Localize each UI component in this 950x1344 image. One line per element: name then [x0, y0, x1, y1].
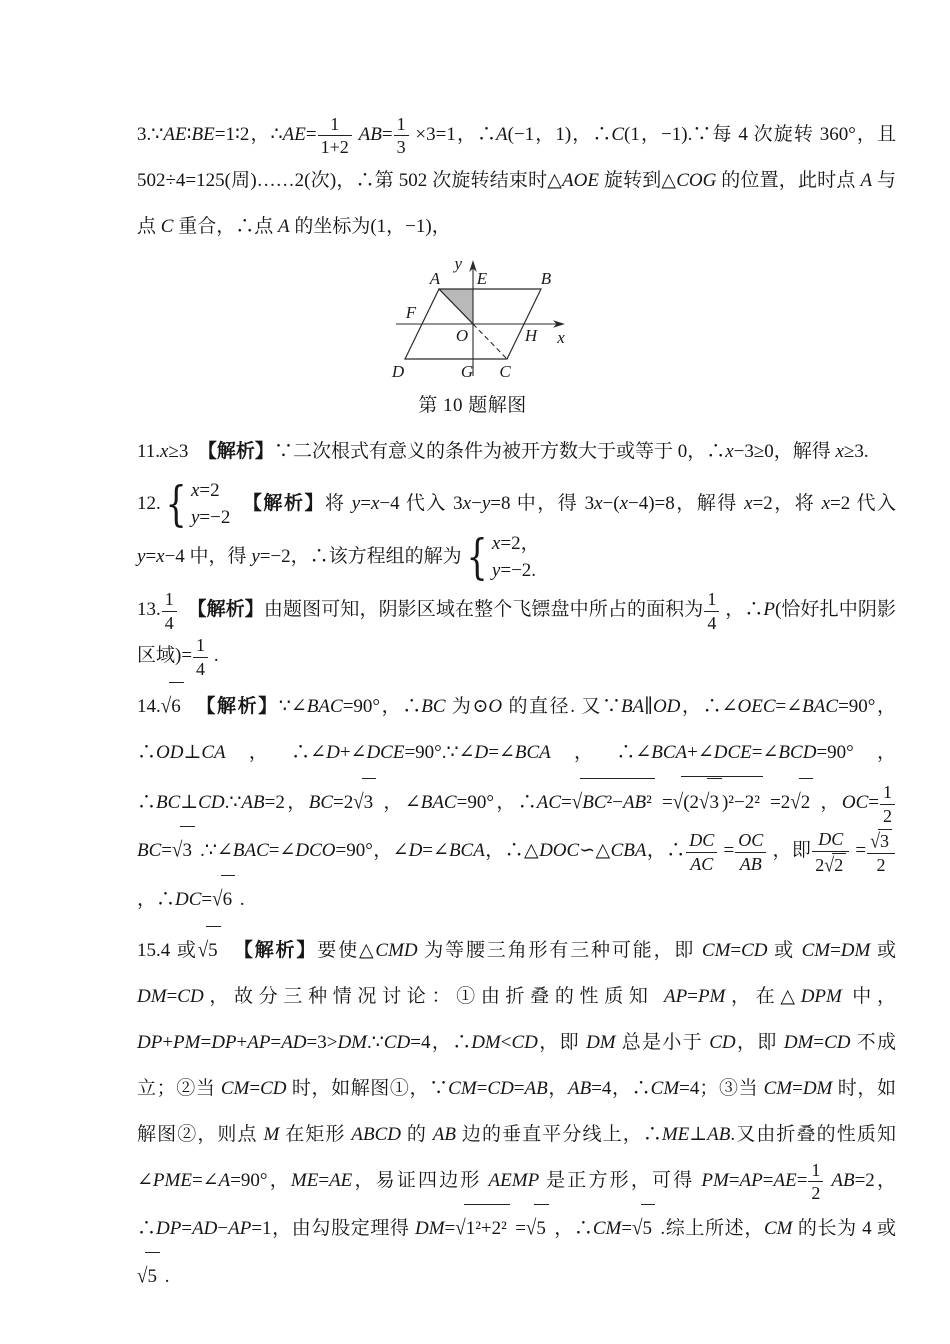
equation-system: [462, 531, 540, 584]
square-root: [137, 1266, 160, 1287]
denominator: 4: [164, 612, 174, 633]
radicand: 2: [799, 778, 814, 826]
square-root: [455, 1218, 510, 1239]
denominator: 2√2: [812, 852, 849, 875]
label-A: A: [429, 269, 440, 288]
dashed-segment-OC: [473, 324, 507, 359]
solution-item-11: 11.x≥3 【解析】∵二次根式有意义的条件为被开方数大于或等于 0，∴x−3≥0，解得 x≥3.: [137, 441, 869, 462]
brace-icon: {: [466, 530, 488, 586]
figure-caption: 第 10 题解图: [418, 395, 527, 416]
numerator: OC: [735, 830, 766, 852]
radical-sign: √: [699, 791, 710, 815]
radicand: 3: [180, 826, 195, 874]
fraction: [866, 829, 896, 874]
fraction: [703, 589, 720, 632]
radical-sign: √: [790, 791, 801, 815]
figure-10-diagram-wrapper: [358, 254, 588, 417]
square-root: [824, 855, 846, 875]
denominator: 2: [876, 854, 886, 875]
denominator: 1+2: [320, 137, 349, 158]
fraction: [685, 830, 718, 873]
radical-sign: √: [137, 1264, 148, 1288]
label-G: G: [460, 362, 473, 381]
denominator: AB: [739, 853, 762, 874]
fraction: [879, 782, 896, 825]
radical-sign: √: [824, 853, 835, 876]
solution-item-15: 15.4 或√5 【解析】要使△CMD 为等腰三角形有三种可能，即 CM=CD 或 CM=DM 或 DM=CD，故分三种情况讨论：①由折叠的性质知 AP=PM，在△DPM 中，DP+PM=DP+AP=AD=3>DM.∵CD=4，∴DM<CD，即 DM 总是小于 CD，即 DM=CD 不成立；②当 CM=CD 时，如解图①，∵CM=CD=AB，AB=4，∴CM=4；③当 CM=DM 时，如解图②，则点 M 在矩形 ABCD 的 AB 边的垂直平分线上，∴ME⊥AB.又由折叠的性质知∠PME=∠A=90°，ME=AE，易证四边形 AEMP 是正方形，可得 PM=AP=AE= $\frac{1}{2}$ AB=2，∴DP=AD−AP=1，由勾股定理得 DM=√1²+2² =√5 ，∴CM=√5 .综上所述，CM 的长为 4 或√5 .: [137, 926, 896, 1300]
radicand: 3: [707, 778, 722, 826]
numerator: 1: [394, 114, 409, 136]
numerator: 1: [318, 114, 352, 136]
label-H: H: [524, 326, 537, 345]
analysis-tag: 【解析】: [252, 492, 325, 514]
denominator: 2: [811, 1182, 821, 1203]
radical-sign: √: [455, 1216, 466, 1240]
equation-line: x=2，: [491, 533, 540, 555]
radicand: 5: [145, 1252, 160, 1300]
square-root: [161, 696, 184, 717]
figure-problem-10: [137, 254, 896, 417]
analysis-tag: 【解析】: [243, 939, 318, 961]
fraction: [734, 830, 767, 873]
label-F: F: [405, 303, 416, 322]
label-O: O: [455, 326, 468, 345]
square-root: [790, 792, 813, 813]
radicand: 5: [206, 926, 221, 974]
analysis-tag: 【解析】: [207, 441, 274, 462]
radical-sign: √: [525, 1216, 537, 1240]
label-D: D: [391, 362, 404, 381]
label-B: B: [540, 269, 551, 288]
numerator: DC: [812, 829, 849, 851]
radical-sign: √: [160, 695, 172, 719]
equation-line: x=2: [190, 480, 220, 501]
square-root: [870, 831, 892, 851]
denominator: 4: [707, 612, 717, 633]
radical-sign: √: [632, 1216, 643, 1240]
radicand: 6: [221, 875, 236, 923]
radical-sign: √: [353, 791, 364, 815]
radicand: 3: [878, 829, 892, 851]
square-root: [632, 1218, 655, 1239]
denominator: 3: [396, 137, 406, 158]
denominator: 4: [196, 658, 206, 679]
square-root: [673, 792, 763, 813]
equation-system: [161, 478, 231, 531]
radicand: (2√3 )²−2²: [681, 776, 763, 826]
square-root: [198, 940, 221, 961]
solution-item-12: 12. { x=2 y=−2 【解析】将 y=x−4 代入 3x−y=8 中，得 3x−(x−4)=8，解得 x=2，将 x=2 代入 y=x−4 中，得 y=−2，∴该方程组的解为 { x=2， y=−2.: [137, 476, 897, 586]
denominator: 2: [883, 805, 893, 826]
square-root: [572, 792, 655, 813]
numerator: [867, 829, 895, 853]
equation-column: [191, 478, 230, 531]
square-root: [212, 889, 235, 910]
numerator: DC: [686, 830, 717, 852]
solution-item-14: 14.√6 【解析】∵∠BAC=90°，∴BC 为⊙O 的直径. 又∵BA∥OD，∴∠OEC=∠BAC=90°，∴OD⊥CA，∴∠D+∠DCE=90°.∵∠D=∠BCA，∴∠BCA+∠DCE=∠BCD=90°，∴BC⊥CD.∵AB=2，BC=2√3 ，∠BAC=90°，∴AC=√BC²−AB² =√(2√3 )²−2² =2√2 ，OC= $\frac{1}{2}$ BC=√3 .∵∠BAC=∠DCO=90°，∠D=∠BCA，∴△DOC∽△CBA，∴ $\frac{DC}{AC}$ = $\frac{OC}{AB}$ ，即 $\frac{DC}{2√2}$ = $\frac{√3}{2}$ ，∴DC=√6 .: [137, 682, 896, 922]
label-C: C: [498, 362, 511, 381]
square-root: [172, 840, 195, 861]
fraction: [161, 589, 178, 632]
fraction: [317, 114, 353, 157]
analysis-tag: 【解析】: [205, 696, 279, 718]
radical-sign: √: [672, 791, 684, 815]
solution-item-13: 13. $\frac{1}{4}$ 【解析】由题图可知，阴影区域在整个飞镖盘中所占的面积为 $\frac{1}{4}$ ，∴P(恰好扎中阴影区域)= $\frac{1}{4}$ .: [137, 589, 896, 679]
fraction: [192, 635, 209, 678]
figure-10-diagram: [358, 254, 588, 384]
equation-line: y=−2: [190, 506, 231, 528]
fraction: [811, 829, 850, 874]
equation-line: y=−2.: [491, 559, 537, 581]
radicand: 3: [362, 778, 377, 826]
label-y: y: [453, 254, 462, 273]
numerator: 1: [880, 782, 895, 804]
radical-sign: √: [197, 938, 209, 962]
fraction: [807, 1160, 824, 1203]
radical-sign: √: [172, 839, 183, 863]
square-root: [353, 792, 376, 813]
label-x: x: [556, 328, 565, 347]
radicand: 5: [641, 1204, 656, 1252]
numerator: 1: [704, 589, 719, 611]
radical-sign: √: [870, 830, 880, 853]
fraction: [393, 114, 410, 157]
denominator: AC: [690, 853, 714, 874]
numerator: 1: [808, 1160, 823, 1182]
analysis-tag: 【解析】: [196, 599, 264, 621]
square-root: [526, 1218, 549, 1239]
radicand: BC²−AB²: [580, 778, 655, 826]
radical-sign: √: [212, 887, 223, 911]
radicand: 5: [534, 1204, 549, 1252]
radicand: 2: [832, 853, 846, 875]
numerator: 1: [193, 635, 208, 657]
brace-icon: {: [165, 476, 187, 532]
radicand: 6: [169, 682, 184, 730]
radicand: 1²+2²: [464, 1204, 510, 1252]
solution-item-3: 3.∵AE∶BE=1∶2，∴AE= $\frac{1}{1+2}$ AB= $\frac{1}{3}$ ×3=1，∴A(−1，1)，∴C(1，−1).∵每 4 次旋转 360°，且 502÷4=125(周)……2(次)，∴第 502 次旋转结束时△AOE 旋转到△COG 的位置，此时点 A 与点 C 重合，∴点 A 的坐标为(1，−1)，: [137, 113, 897, 237]
equation-column: [492, 531, 540, 584]
numerator: 1: [162, 589, 177, 611]
label-E: E: [476, 269, 487, 288]
square-root: [699, 792, 722, 813]
radical-sign: √: [571, 791, 583, 815]
